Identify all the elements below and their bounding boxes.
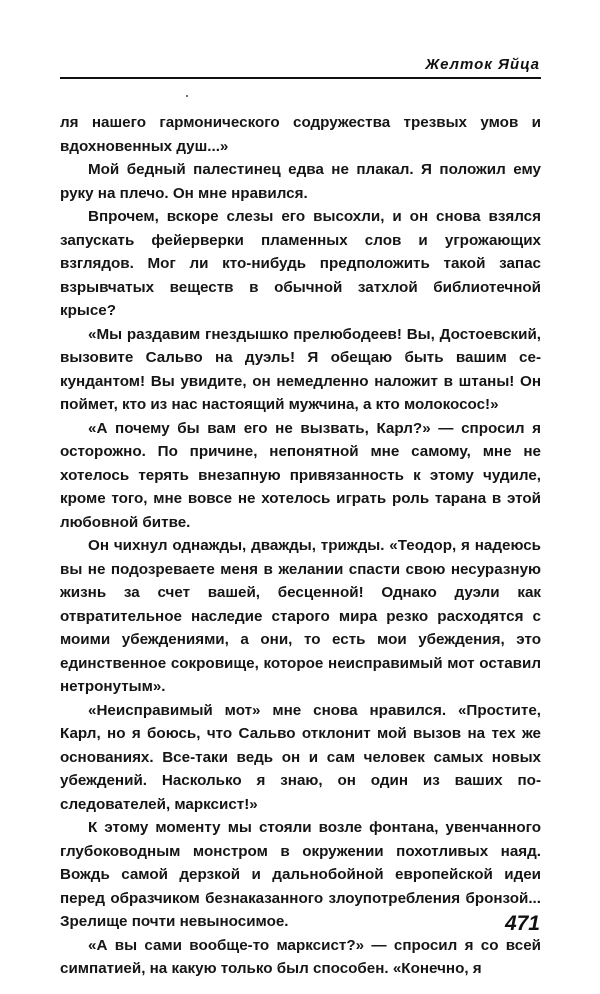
paragraph-5: «А почему бы вам его не вызвать, Карл?» — спросил я осторожно. По причине, непонятной мне самому, мне не хотелось терять внезапную привязанность к этому чудиле, кроме того, мне вовсе не хотелось играть роль тарана в этой любовной битве. [60, 419, 541, 531]
scan-speck [186, 95, 188, 97]
page-number: 471 [504, 912, 540, 935]
paragraph-9: «А вы сами вообще-то марксист?» — спросил я со всей симпатией, на какую только был способен. «Конечно, я [60, 936, 541, 977]
paragraph-7: «Неисправимый мот» мне снова нравился. «Простите, Карл, но я боюсь, что Сальво отклонит мой вызов на тех же основаниях. Все-таки ведь он и сам человек самых новых убеждений. Насколько я знаю, он один из ваших последователей, марксист!» [60, 701, 541, 813]
paragraph-8: К этому моменту мы стояли возле фонтана, увенчанного глубоководным монстром в окружении похотливых наяд. Вождь самой дерзкой и дальнобойной европейской идеи перед образчиком безнаказанного злоупотребления бронзой... Зрелище почти невыносимое. [60, 819, 541, 930]
paragraph-2: Мой бедный палестинец едва не плакал. Я положил ему руку на плечо. Он мне нравился. [60, 161, 541, 202]
paragraph-4: «Мы раздавим гнездышко прелюбодеев! Вы, Достоевский, вызовите Сальво на дуэль! Я обещаю быть вашим секундантом! Вы увидите, он немедленно наложит в штаны! Он поймет, кто из нас настоящий мужчина, а кто молокосос!» [60, 325, 541, 413]
header-rule [60, 77, 541, 79]
paragraph-3: Впрочем, вскоре слезы его высохли, и он снова взялся запускать фейерверки пламенных слов и угрожающих взглядов. Мог ли кто-нибудь предположить такой запас взрывчатых веществ в обычной затхлой библиотечной крысе? [60, 208, 541, 319]
running-title: Желток Яйца [425, 56, 540, 73]
body-text [60, 111, 541, 981]
paragraph-6: Он чихнул однажды, дважды, трижды. «Теодор, я надеюсь вы не подозреваете меня в желании спасти свою несуразную жизнь за счет вашей, бесценной! Однако дуэли как отвратительное наследие старого мира резко расходятся с моими убеждениями, а они, то есть мои убеждения, это единственное сокровище, которое неисправимый мот оставил нетронутым». [60, 537, 541, 695]
paragraph-1: ля нашего гармонического содружества трезвых умов и вдохновенных душ...» [60, 114, 541, 155]
